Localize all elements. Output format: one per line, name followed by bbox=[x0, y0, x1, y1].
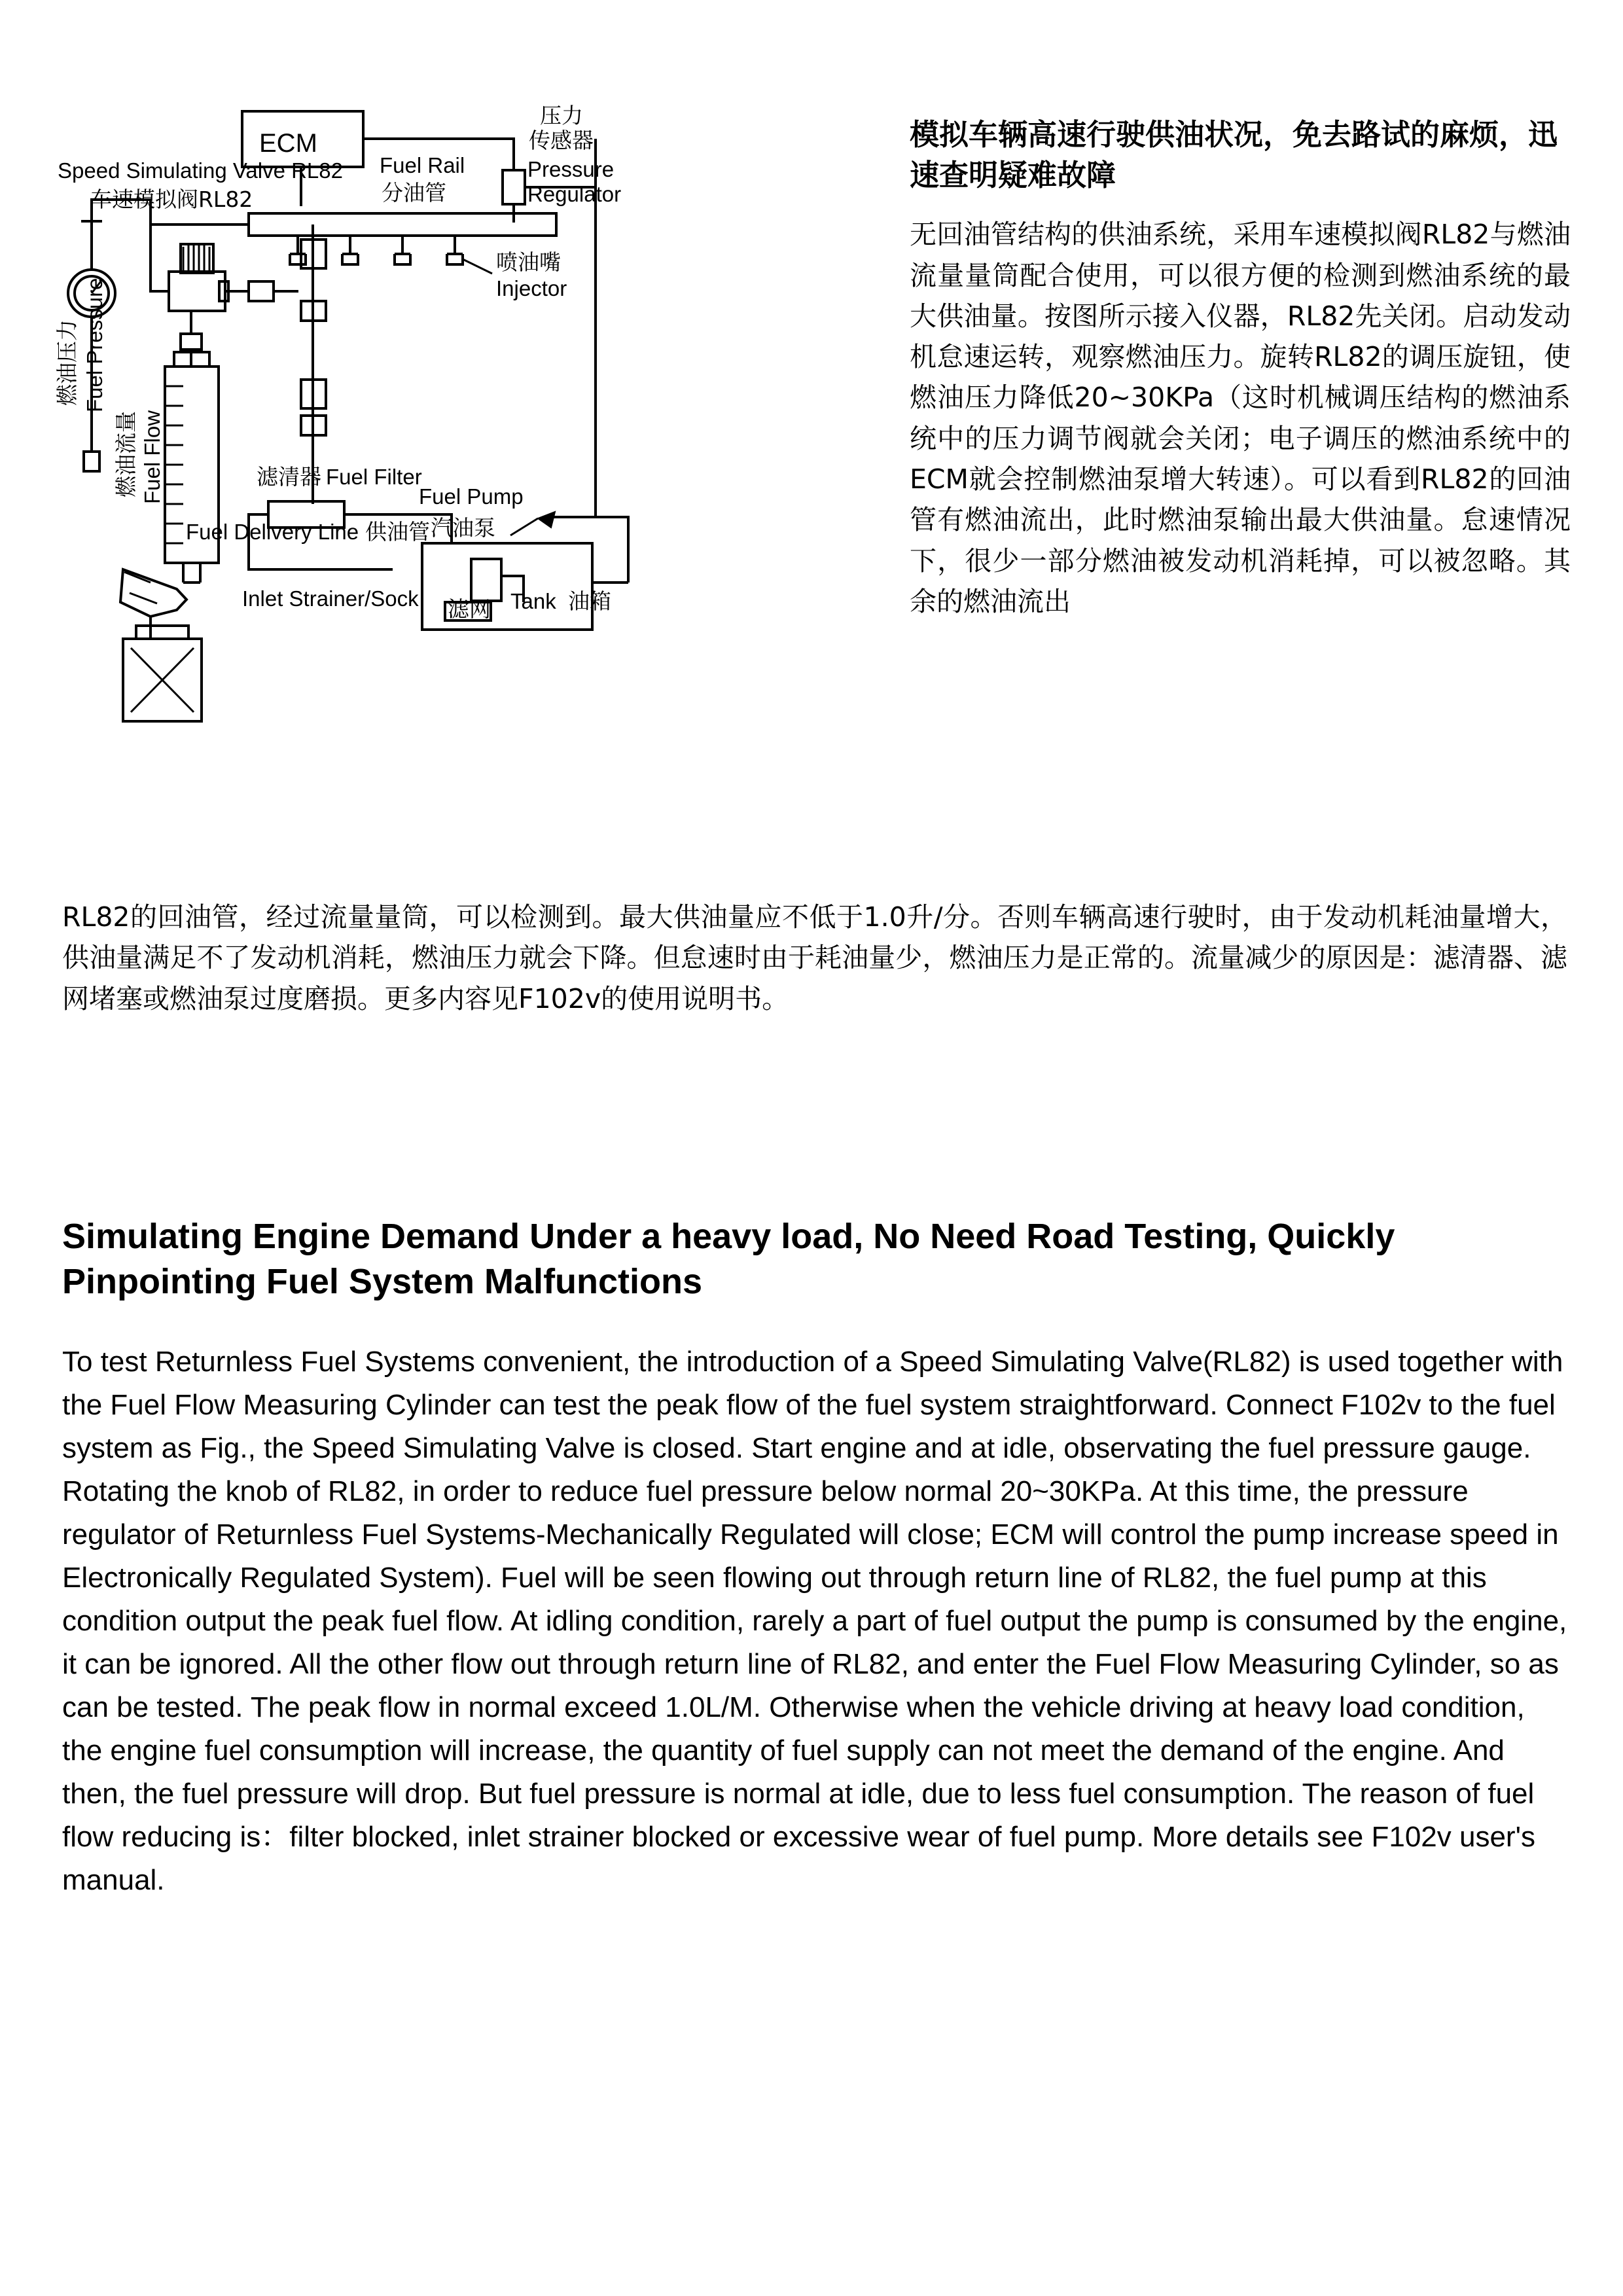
english-heading: Simulating Engine Demand Under a heavy load, No Need Road Testing, Quickly Pinpointing Fuel System Malfunctions bbox=[62, 1217, 1395, 1302]
top-section bbox=[0, 0, 1623, 1014]
label-fuel-pressure-cn: 燃油压力 bbox=[54, 319, 80, 406]
label-tank-en: Tank bbox=[510, 589, 556, 613]
label-fuel-rail-cn: 分油管 bbox=[382, 180, 446, 206]
label-fuel-pump-en: Fuel Pump bbox=[419, 484, 524, 509]
english-body: To test Returnless Fuel Systems convenient, the introduction of a Speed Simulating Valve(RL82) is used together with the Fuel Flow Measuring Cylinder can test the peak flow of the fuel system straightforward. Connect F102v to the fuel system as Fig., the Speed Simulating Valve is closed. Start engine and at idle, observating the fuel pressure gauge. Rotating the knob of RL82, in order to reduce fuel pressure below normal 20~30KPa. At this time, the pressure regulator of Returnless Fuel Systems-Mechanically Regulated will close; ECM will control the pump increase speed in Electronically Regulated System). Fuel will be seen flowing out through return line of RL82, the fuel pump at this condition output the peak fuel flow. At idling condition, rarely a part of fuel output the pump is consumed by the engine, it can be ignored. All the other flow out through return line of RL82, and enter the Fuel Flow Measuring Cylinder, so as can be tested. The peak flow in normal exceed 1.0L/M. Otherwise when the vehicle driving at heavy load condition, the engine fuel consumption will increase, the quantity of fuel supply can not meet the demand of the engine. And then, the fuel pressure will drop. But fuel pressure is normal at idle, due to less fuel consumption. The reason of fuel flow reducing is：filter blocked, inlet strainer blocked or excessive wear of fuel pump. More details see F102v user's manual. bbox=[62, 1346, 1567, 1897]
label-fuel-delivery-cn: 供油管 bbox=[365, 519, 430, 545]
fuel-system-diagram bbox=[52, 85, 916, 884]
label-fuel-pressure-en: Fuel Pressure bbox=[82, 278, 107, 412]
label-injector-cn: 喷油嘴 bbox=[496, 249, 561, 275]
label-injector-en: Injector bbox=[496, 276, 567, 300]
fuel-rail bbox=[249, 213, 556, 236]
riser-pipe bbox=[301, 224, 326, 504]
speed-simulating-valve bbox=[151, 224, 298, 367]
label-fuel-rail-en: Fuel Rail bbox=[380, 153, 465, 177]
chinese-column bbox=[910, 115, 1571, 622]
fuel-flow-measuring-cylinder bbox=[165, 352, 219, 583]
label-fuel-flow-en: Fuel Flow bbox=[140, 410, 164, 504]
english-section bbox=[62, 1214, 1567, 1902]
label-fuel-delivery-en: Fuel Delivery Line bbox=[186, 520, 359, 544]
hose-clamp bbox=[120, 569, 187, 639]
chinese-body: 无回油管结构的供油系统，采用车速模拟阀RL82与燃油流量量筒配合使用，可以很方便的检测到燃油系统的最大供油量。按图所示接入仪器，RL82先关闭。启动发动机怠速运转，观察燃油压力。旋转RL82的调压旋钮，使燃油压力降低20~30KPa（这时机械调压结构的燃油系统中的压力调节阀就会关闭；电子调压的燃油系统中的ECM就会控制燃油泵增大转速）。可以看到RL82的回油管有燃油流出，此时燃油泵输出最大供油量。怠速情况下，很少一部分燃油被发动机消耗掉，可以被忽略。其余的燃油流出 bbox=[910, 219, 1571, 617]
label-fuel-filter-cn: 滤清器 bbox=[257, 464, 321, 490]
label-fuel-pump-cn: 汽油泵 bbox=[431, 515, 495, 541]
label-inlet-strainer-en: Inlet Strainer/Sock bbox=[242, 586, 419, 611]
label-pressure-regulator-line1: Pressure bbox=[527, 157, 615, 181]
label-pressure-sensor-cn2: 传感器 bbox=[529, 128, 594, 153]
chinese-heading: 模拟车辆高速行驶供油状况，免去路试的麻烦，迅速查明疑难故障 bbox=[910, 117, 1558, 193]
label-fuel-filter-en: Fuel Filter bbox=[326, 465, 422, 489]
label-speed-valve-en: Speed Simulating Valve RL82 bbox=[58, 158, 343, 183]
label-inlet-strainer-cn: 滤网 bbox=[448, 596, 491, 622]
chinese-continuation: RL82的回油管，经过流量量筒，可以检测到。最大供油量应不低于1.0升/分。否则车辆高速行驶时，由于发动机耗油量增大，供油量满足不了发动机消耗，燃油压力就会下降。但怠速时由于耗油量少，燃油压力是正常的。流量减少的原因是：滤清器、滤网堵塞或燃油泵过度磨损。更多内容见F102v的使用说明书。 bbox=[62, 901, 1567, 1014]
label-speed-valve-cn: 车速模拟阀RL82 bbox=[90, 187, 253, 212]
label-fuel-flow-cn: 燃油流量 bbox=[113, 411, 139, 497]
fuel-pump bbox=[471, 559, 501, 601]
label-ecm: ECM bbox=[259, 129, 317, 158]
label-tank-cn: 油箱 bbox=[568, 588, 611, 614]
label-pressure-sensor-cn: 压力 bbox=[540, 103, 583, 128]
label-pressure-regulator-line2: Regulator bbox=[527, 182, 622, 206]
pressure-sensor bbox=[503, 170, 525, 204]
fuel-can bbox=[123, 626, 202, 721]
